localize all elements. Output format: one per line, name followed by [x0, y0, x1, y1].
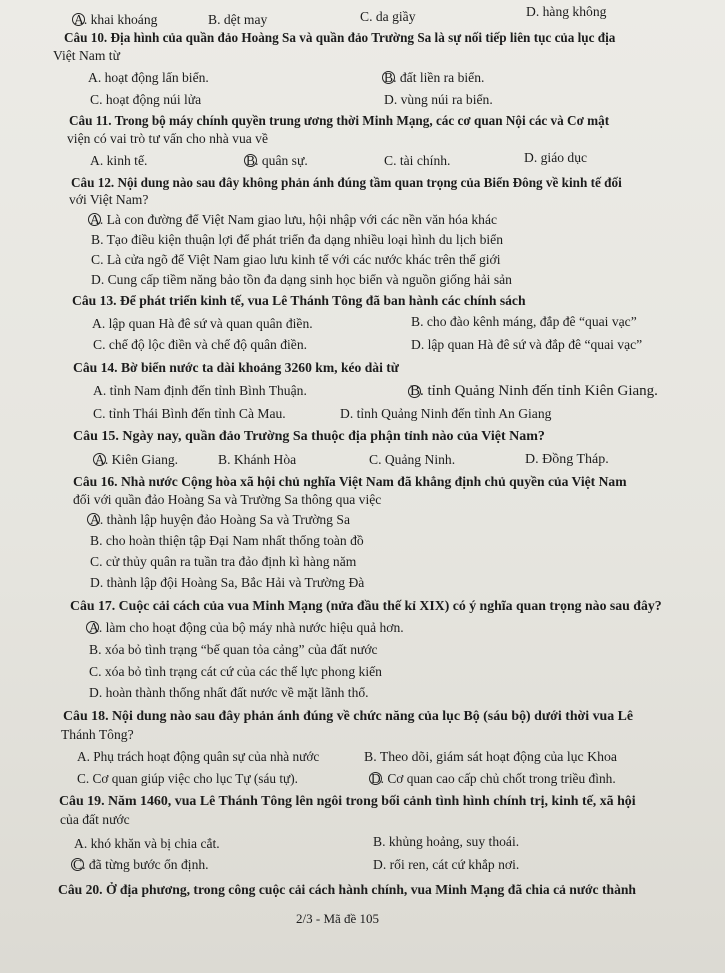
q11-option-a[interactable]: A. kinh tế. [90, 153, 148, 168]
q18-option-a[interactable]: A. Phụ trách hoạt động quân sự của nhà nước [77, 749, 320, 764]
q15-stem: Câu 15. Ngày nay, quần đảo Trường Sa thuộc địa phận tỉnh nào của Việt Nam? [73, 429, 545, 444]
q17-stem: Câu 17. Cuộc cải cách của vua Minh Mạng (nửa đầu thế kỉ XIX) có ý nghĩa quan trọng nào sau đây? [70, 598, 662, 613]
q16-stem-line2: đối với quần đảo Hoàng Sa và Trường Sa thông qua việc [73, 492, 382, 507]
q14-option-d[interactable]: D. tỉnh Quảng Ninh đến tỉnh An Giang [340, 406, 552, 421]
q9-option-a[interactable]: A. khai khoáng [74, 12, 158, 27]
q19-option-b[interactable]: B. khủng hoảng, suy thoái. [373, 834, 520, 849]
q11-option-d[interactable]: D. giáo dục [524, 150, 588, 165]
q16-option-b[interactable]: B. cho hoàn thiện tập Đại Nam nhất thống toàn đồ [90, 533, 364, 548]
q15-option-a[interactable]: A. Kiên Giang. [95, 452, 179, 467]
selected-answer-mark [72, 13, 85, 26]
q18-option-b[interactable]: B. Theo dõi, giám sát hoạt động của lục Khoa [364, 749, 618, 764]
q12-option-a[interactable]: A. Là con đường để Việt Nam giao lưu, hội nhập với các nền văn hóa khác [90, 212, 498, 227]
q16-stem-line1: Câu 16. Nhà nước Cộng hòa xã hội chủ nghĩa Việt Nam đã khẳng định chủ quyền của Việt Nam [73, 474, 627, 489]
q15-option-b[interactable]: B. Khánh Hòa [218, 452, 297, 467]
selected-answer-mark [86, 621, 99, 634]
q10-option-a[interactable]: A. hoạt động lấn biển. [88, 70, 209, 85]
q17-option-b[interactable]: B. xóa bỏ tình trạng “bế quan tỏa cảng” của đất nước [89, 642, 378, 657]
q10-option-c[interactable]: C. hoạt động núi lửa [90, 92, 202, 107]
q14-option-b[interactable]: B. tỉnh Quảng Ninh đến tỉnh Kiên Giang. [410, 383, 658, 399]
q14-option-a[interactable]: A. tỉnh Nam định đến tỉnh Bình Thuận. [93, 383, 307, 398]
q11-option-b[interactable]: B. quân sự. [246, 153, 308, 168]
q19-option-a[interactable]: A. khó khăn và bị chia cắt. [74, 836, 220, 851]
q11-stem-line2: viện có vai trò tư vấn cho nhà vua về [67, 131, 269, 146]
q9-option-d[interactable]: D. hàng không [526, 4, 607, 19]
page-footer: 2/3 - Mã đề 105 [296, 911, 380, 926]
q12-option-c[interactable]: C. Là cửa ngõ để Việt Nam giao lưu kinh tế với các nước khác trên thế giới [91, 252, 501, 267]
q9-option-b[interactable]: B. dệt may [208, 12, 268, 27]
q13-option-d[interactable]: D. lập quan Hà đê sứ và đắp đê “quai vạc” [411, 337, 643, 352]
q13-option-a[interactable]: A. lập quan Hà đê sứ và quan quân điền. [92, 316, 313, 331]
q13-option-b[interactable]: B. cho đào kênh máng, đắp đê “quai vạc” [411, 314, 637, 329]
q14-stem: Câu 14. Bờ biển nước ta dài khoảng 3260 km, kéo dài từ [73, 360, 399, 375]
q14-option-c[interactable]: C. tỉnh Thái Bình đến tỉnh Cà Mau. [93, 406, 286, 421]
selected-answer-mark [88, 213, 101, 226]
q20-stem: Câu 20. Ở địa phương, trong công cuộc cải cách hành chính, vua Minh Mạng đã chia cả nước thành [58, 882, 636, 897]
q10-option-d[interactable]: D. vùng núi ra biển. [384, 92, 493, 107]
q18-stem-line2: Thánh Tông? [61, 727, 134, 742]
q9-option-c[interactable]: C. da giầy [360, 9, 416, 24]
q10-stem-line1: Câu 10. Địa hình của quần đảo Hoàng Sa và quần đảo Trường Sa là sự nối tiếp liên tục của lục địa [64, 30, 616, 45]
selected-answer-mark [244, 154, 257, 167]
q12-option-d[interactable]: D. Cung cấp tiềm năng bảo tồn đa dạng sinh học biển và nguồn giống hải sản [91, 272, 512, 287]
q10-option-b[interactable]: B. đất liền ra biển. [384, 70, 485, 85]
q16-option-a[interactable]: A. thành lập huyện đảo Hoàng Sa và Trường Sa [90, 512, 350, 527]
selected-answer-mark [369, 772, 382, 785]
q16-option-c[interactable]: C. cử thủy quân ra tuần tra đảo định kì hàng năm [90, 554, 357, 569]
q15-option-c[interactable]: C. Quảng Ninh. [369, 452, 456, 467]
q11-option-c[interactable]: C. tài chính. [384, 153, 451, 168]
q13-option-c[interactable]: C. chế độ lộc điền và chế độ quân điền. [93, 337, 308, 352]
q17-option-a[interactable]: A. làm cho hoạt động của bộ máy nhà nước hiệu quả hơn. [89, 620, 404, 635]
q12-stem-line2: với Việt Nam? [69, 192, 149, 207]
q19-option-d[interactable]: D. rối ren, cát cứ khắp nơi. [373, 857, 520, 872]
selected-answer-mark [71, 858, 84, 871]
q10-stem-line2: Việt Nam từ [53, 48, 120, 63]
q17-option-d[interactable]: D. hoàn thành thống nhất đất nước về mặt lãnh thổ. [89, 685, 369, 700]
q18-option-c[interactable]: C. Cơ quan giúp việc cho lục Tự (sáu tự). [77, 771, 298, 786]
selected-answer-mark [93, 453, 106, 466]
q13-stem: Câu 13. Để phát triển kinh tế, vua Lê Thánh Tông đã ban hành các chính sách [72, 293, 526, 308]
q11-stem-line1: Câu 11. Trong bộ máy chính quyền trung ương thời Minh Mạng, các cơ quan Nội các và Cơ mật [69, 113, 610, 128]
selected-answer-mark [87, 513, 100, 526]
q12-option-b[interactable]: B. Tạo điều kiện thuận lợi để phát triển đa dạng nhiều loại hình du lịch biển [91, 232, 504, 247]
q19-stem-line2: của đất nước [60, 812, 130, 827]
q16-option-d[interactable]: D. thành lập đội Hoàng Sa, Bắc Hải và Trường Đà [90, 575, 365, 590]
selected-answer-mark [382, 71, 395, 84]
selected-answer-mark [408, 385, 421, 398]
q18-stem-line1: Câu 18. Nội dung nào sau đây phản ánh đúng về chức năng của lục Bộ (sáu bộ) dưới thời vua Lê [63, 709, 634, 724]
q18-option-d[interactable]: D. Cơ quan cao cấp chủ chốt trong triều đình. [371, 771, 616, 786]
q19-stem-line1: Câu 19. Năm 1460, vua Lê Thánh Tông lên ngôi trong bối cảnh tình hình chính trị, kinh tế, xã hội [59, 794, 636, 809]
q12-stem-line1: Câu 12. Nội dung nào sau đây không phản ánh đúng tầm quan trọng của Biển Đông về kinh tế đối [71, 175, 622, 190]
q15-option-d[interactable]: D. Đồng Tháp. [525, 452, 609, 467]
q17-option-c[interactable]: C. xóa bỏ tình trạng cát cứ của các thế lực phong kiến [89, 664, 382, 679]
q19-option-c[interactable]: C. đã từng bước ổn định. [73, 857, 209, 872]
